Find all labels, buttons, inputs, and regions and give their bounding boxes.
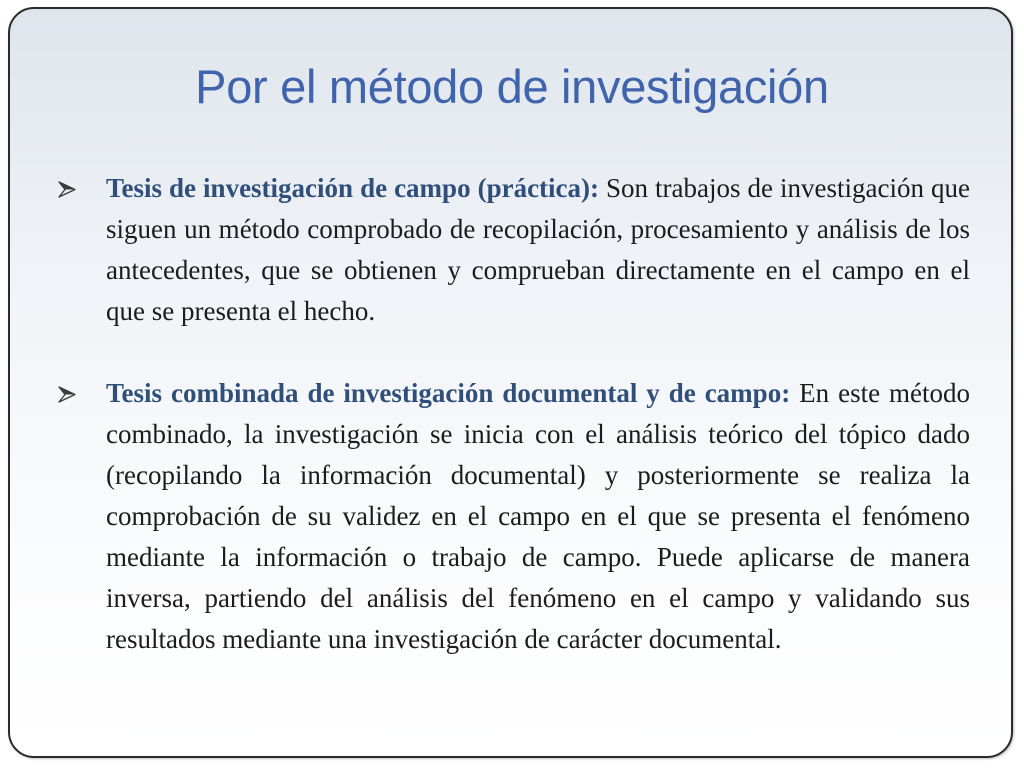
bullet-term: Tesis combinada de investigación documental y de campo: bbox=[106, 378, 791, 408]
slide-title: Por el método de investigación bbox=[195, 60, 829, 113]
arrow-bullet-icon bbox=[58, 386, 76, 403]
arrow-bullet-icon bbox=[58, 181, 76, 198]
bullet-text: Son trabajos de investigación que siguen un método comprobado de recopilación, procesamiento y análisis de los antecedentes, que se obtienen y comprueban directamente en el campo en el que se presenta el hecho. bbox=[106, 173, 970, 326]
bullet-list bbox=[58, 168, 970, 660]
bullet-item-combined-research bbox=[58, 373, 970, 660]
bullet-term: Tesis de investigación de campo (práctica): bbox=[106, 173, 600, 203]
bullet-text: En este método combinado, la investigación se inicia con el análisis teórico del tópico dado (recopilando la información documental) y posteriormente se realiza la comprobación de su validez en el campo en el que se presenta el fenómeno mediante la información o trabajo de campo. Puede aplicarse de manera inversa, partiendo del análisis del fenómeno en el campo y validando sus resultados mediante una investigación de carácter documental. bbox=[106, 378, 970, 654]
bullet-item-field-research bbox=[58, 168, 970, 332]
